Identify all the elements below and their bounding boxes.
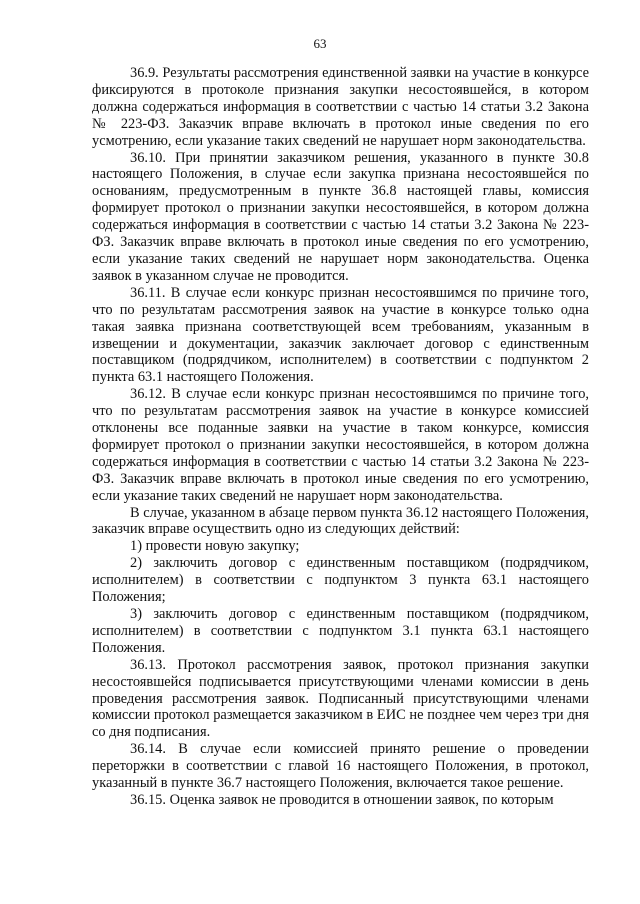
list-item-1: 1) провести новую закупку; <box>130 538 300 555</box>
paragraph-36-13: 36.13. Протокол рассмотрения заявок, протокол признания закупки несостоявшейся подписывается присутствующими членами комиссии в день проведения рассмотрения заявок. Подписанный присутствующими членами комиссии протокол размещается заказчиком в ЕИС не позднее чем через три дня со дня подписания. <box>92 656 589 741</box>
paragraph-36-9: 36.9. Результаты рассмотрения единственной заявки на участие в конкурсе фиксируются в протоколе признания закупки несостоявшейся, в котором должна содержаться информация в соответствии с частью 14 статьи 3.2 Закона № 223-ФЗ. Заказчик вправе включать в протокол иные сведения по его усмотрению, если указание таких сведений не нарушает норм законодательства. <box>92 65 589 149</box>
paragraph-36-12: 36.12. В случае если конкурс признан несостоявшимся по причине того, что по результатам рассмотрения заявок на участие в конкурсе комиссией отклонены все поданные заявки на участие в таком конкурсе, комиссия формирует протокол о признании закупки несостоявшейся, в котором должна содержаться информация в соответствии с частью 14 статьи 3.2 Закона № 223-ФЗ. Заказчик вправе включать в протокол иные сведения по его усмотрению, если указание таких сведений не нарушает норм законодательства. <box>92 386 589 504</box>
paragraph-36-15: 36.15. Оценка заявок не проводится в отношении заявок, по которым <box>130 791 554 808</box>
paragraph-36-14: 36.14. В случае если комиссией принято решение о проведении переторжки в соответствии с главой 16 настоящего Положения, в протокол, указанный в пункте 36.7 настоящего Положения, включается такое решение. <box>92 741 589 792</box>
paragraph-36-11: 36.11. В случае если конкурс признан несостоявшимся по причине того, что по результатам рассмотрения заявок на участие в конкурсе только одна такая заявка признана соответствующей всем требованиям, указанным в извещении и документации, заказчик заключает договор с единственным поставщиком (подрядчиком, исполнителем) в соответствии с подпунктом 2 пункта 63.1 настоящего Положения. <box>92 284 589 386</box>
list-item-2: 2) заключить договор с единственным поставщиком (подрядчиком, исполнителем) в соответствии с подпунктом 3 пункта 63.1 настоящего Положения; <box>92 555 589 606</box>
list-item-3: 3) заключить договор с единственным поставщиком (подрядчиком, исполнителем) в соответствии с подпунктом 3.1 пункта 63.1 настоящего Положения. <box>92 606 589 656</box>
paragraph-36-10: 36.10. При принятии заказчиком решения, указанного в пункте 30.8 настоящего Положения, в случае если закупка признана несостоявшейся по основаниям, предусмотренным в пункте 36.8 настоящей главы, комиссия формирует протокол о признании закупки несостоявшейся, в котором должна содержаться информация в соответствии с частью 14 статьи 3.2 Закона № 223-ФЗ. Заказчик вправе включать в протокол иные сведения по его усмотрению, если указание таких сведений не нарушает норм законодательства. Оценка заявок в указанном случае не проводится. <box>92 149 589 284</box>
document-body <box>92 65 589 809</box>
paragraph-36-12-note: В случае, указанном в абзаце первом пункта 36.12 настоящего Положения, заказчик вправе осуществить одно из следующих действий: <box>92 504 590 538</box>
page-number: 63 <box>313 36 327 51</box>
